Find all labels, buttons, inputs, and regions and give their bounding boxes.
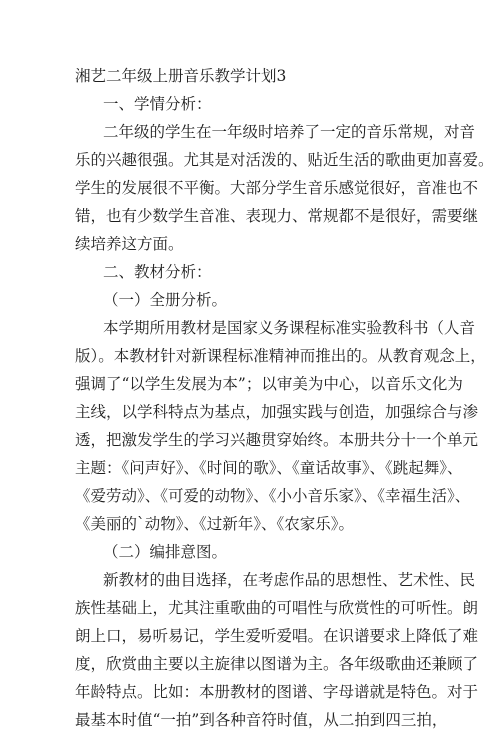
subheading-arrangement-intent: （二）编排意图。	[103, 543, 228, 561]
paragraph-line: 乐的兴趣很强。尤其是对活泼的、贴近生活的歌曲更加喜爱。	[75, 151, 494, 169]
page-title: 湘艺二年级上册音乐教学计划3	[75, 67, 287, 85]
paragraph-line: 学生的发展很不平衡。大部分学生音乐感觉很好，音准也不	[75, 179, 479, 197]
paragraph-line: 透，把激发学生的学习兴趣贯穿始终。本册共分十一个单元	[75, 431, 479, 449]
heading-student-analysis: 一、学情分析：	[103, 95, 212, 113]
paragraph-line: 主线，以学科特点为基点，加强实践与创造，加强综合与渗	[75, 403, 479, 421]
paragraph-line: 错，也有少数学生音准、表现力、常规都不是很好，需要继	[75, 207, 479, 225]
paragraph-line: 续培养这方面。	[75, 235, 184, 253]
paragraph-line: 朗上口，易听易记，学生爱听爱唱。在识谱要求上降低了难	[75, 627, 479, 645]
heading-textbook-analysis: 二、教材分析：	[103, 263, 212, 281]
paragraph-line: 族性基础上，尤其注重歌曲的可唱性与欣赏性的可听性。朗	[75, 599, 479, 617]
paragraph-line: 二年级的学生在一年级时培养了一定的音乐常规，对音	[103, 123, 476, 141]
paragraph-line: 年龄特点。比如：本册教材的图谱、字母谱就是特色。对于	[75, 683, 479, 701]
paragraph-line: 版）。本教材针对新课程标准精神而推出的。从教育观念上，	[75, 347, 486, 365]
subheading-overall-analysis: （一）全册分析。	[103, 291, 228, 309]
paragraph-line: 主题：《问声好》、《时间的歌》、《童话故事》、《跳起舞》、	[75, 459, 463, 477]
paragraph-line: 强调了“以学生发展为本”；以审美为中心，以音乐文化为	[75, 375, 463, 393]
paragraph-line: 《美丽的`动物》、《过新年》、《农家乐》。	[75, 515, 355, 533]
paragraph-line: 《爱劳动》、《可爱的动物》、《小小音乐家》、《幸福生活》、	[75, 487, 471, 505]
paragraph-line: 新教材的曲目选择，在考虑作品的思想性、艺术性、民	[103, 571, 476, 589]
paragraph-line: 本学期所用教材是国家义务课程标准实验教科书（人音	[103, 319, 476, 337]
paragraph-line: 最基本时值“一拍”到各种音符时值，从二拍到四三拍，	[75, 711, 448, 729]
paragraph-line: 度，欣赏曲主要以主旋律以图谱为主。各年级歌曲还兼顾了	[75, 655, 479, 673]
